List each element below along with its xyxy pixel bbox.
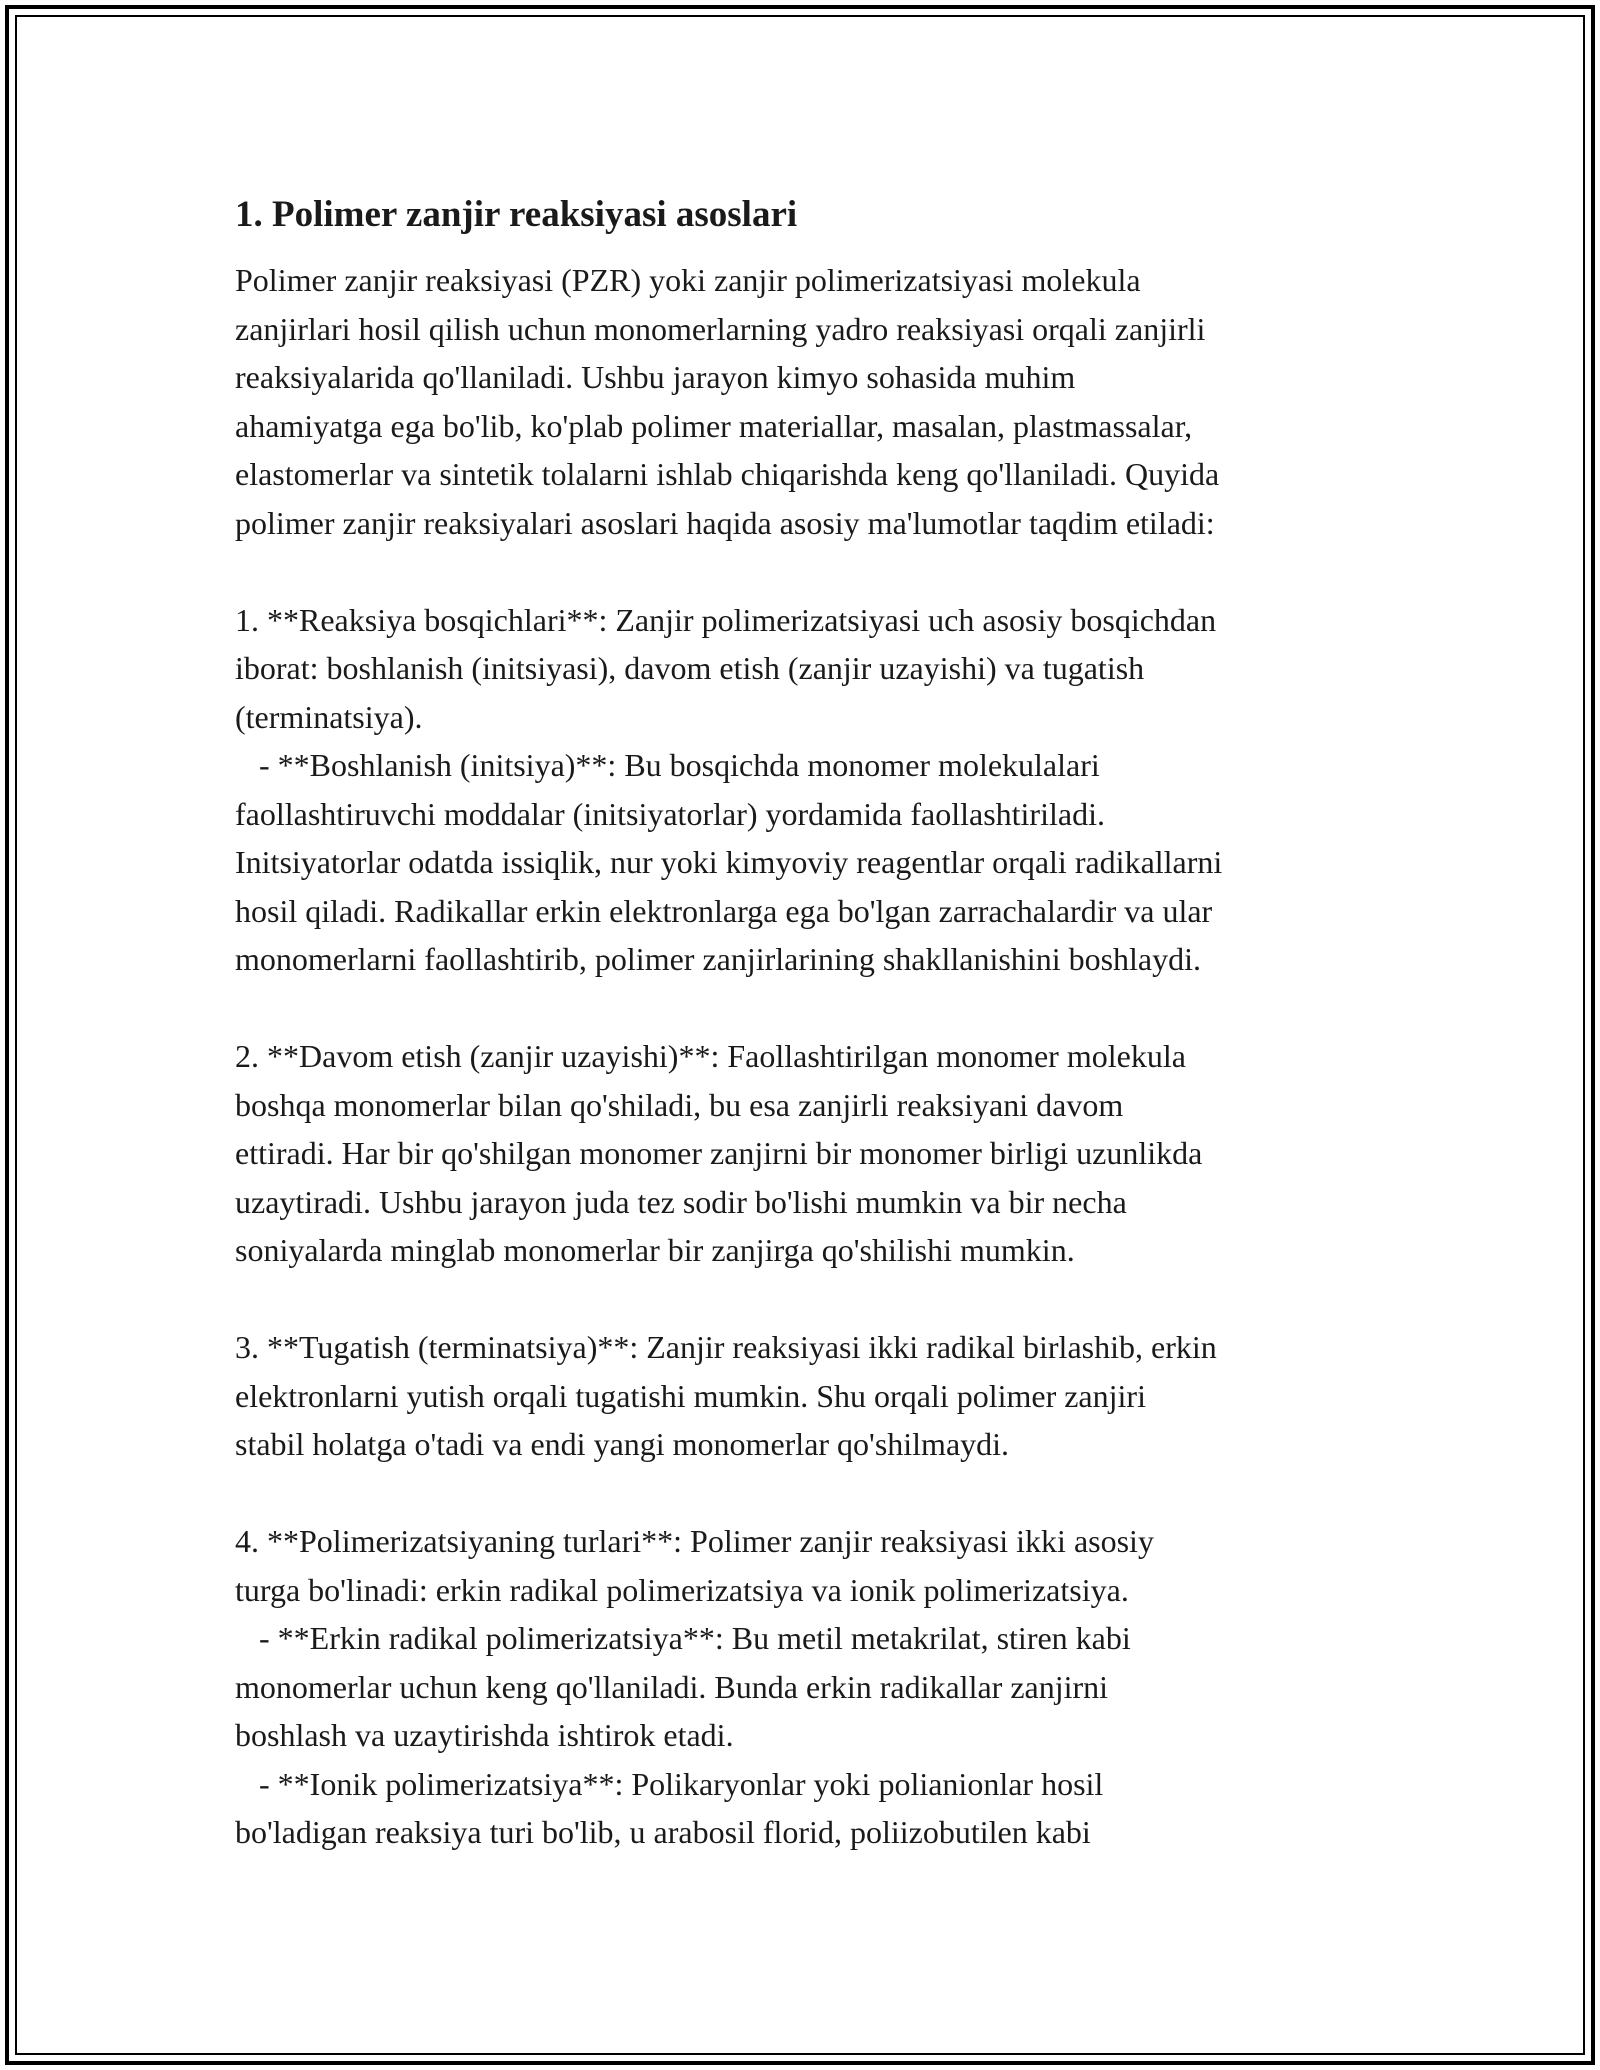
intro-paragraph [235,256,1395,547]
text-line: zanjirlari hosil qilish uchun monomerlarning yadro reaksiyasi orqali zanjirli [235,310,1206,347]
text-line: - **Ionik polimerizatsiya**: Polikaryonlar yoki polianionlar hosil [235,1765,1104,1802]
paragraph-gap [235,984,1395,1033]
text-line: (terminatsiya). [235,698,423,735]
text-line: 4. **Polimerizatsiyaning turlari**: Polimer zanjir reaksiyasi ikki asosiy [235,1523,1154,1559]
section-polymerization-types [235,1517,1395,1857]
text-line: boshqa monomerlar bilan qo'shiladi, bu esa zanjirli reaksiyani davom [235,1086,1124,1123]
text-line: elektronlarni yutish orqali tugatishi mumkin. Shu orqali polimer zanjiri [235,1377,1146,1414]
text-line: monomerlar uchun keng qo'llaniladi. Bunda erkin radikallar zanjirni [235,1668,1109,1705]
text-line: uzaytiradi. Ushbu jarayon juda tez sodir bo'lishi mumkin va bir necha [235,1183,1127,1220]
text-line: elastomerlar va sintetik tolalarni ishlab chiqarishda keng qo'llaniladi. Quyida [235,456,1220,492]
text-line: soniyalarda minglab monomerlar bir zanjirga qo'shilishi mumkin. [235,1232,1075,1268]
text-line: Initsiyatorlar odatda issiqlik, nur yoki kimyoviy reagentlar orqali radikallarni [235,844,1223,880]
text-line: polimer zanjir reaksiyalari asoslari haqida asosiy ma'lumotlar taqdim etiladi: [235,504,1215,541]
text-line: boshlash va uzaytirishda ishtirok etadi. [235,1717,734,1753]
section-propagation [235,1032,1395,1275]
text-line: 1. **Reaksiya bosqichlari**: Zanjir polimerizatsiyasi uch asosiy bosqichdan [235,601,1217,638]
text-line: faollashtiruvchi moddalar (initsiyatorlar) yordamida faollashtiriladi. [235,795,1105,832]
text-line: ettiradi. Har bir qo'shilgan monomer zanjirni bir monomer birligi uzunlikda [235,1135,1203,1171]
text-line: 2. **Davom etish (zanjir uzayishi)**: Faollashtirilgan monomer molekula [235,1038,1186,1074]
document-body [235,190,1395,1857]
text-line: reaksiyalarida qo'llaniladi. Ushbu jarayon kimyo sohasida muhim [235,359,1076,395]
text-line: turga bo'linadi: erkin radikal polimerizatsiya va ionik polimerizatsiya. [235,1571,1129,1608]
text-line: - **Boshlanish (initsiya)**: Bu bosqichda monomer molekulalari [235,747,1100,783]
paragraph-gap [235,547,1395,596]
text-line: stabil holatga o'tadi va endi yangi monomerlar qo'shilmaydi. [235,1426,1010,1462]
text-line: ahamiyatga ega bo'lib, ko'plab polimer materiallar, masalan, plastmassalar, [235,407,1193,444]
section-termination [235,1323,1395,1469]
paragraph-gap [235,1469,1395,1518]
text-line: Polimer zanjir reaksiyasi (PZR) yoki zanjir polimerizatsiyasi molekula [235,262,1141,298]
text-line: iborat: boshlanish (initsiyasi), davom etish (zanjir uzayishi) va tugatish [235,650,1145,686]
text-line: - **Erkin radikal polimerizatsiya**: Bu metil metakrilat, stiren kabi [235,1620,1131,1656]
text-line: hosil qiladi. Radikallar erkin elektronlarga ega bo'lgan zarrachalardir va ular [235,892,1213,929]
document-title: 1. Polimer zanjir reaksiyasi asoslari [235,194,798,235]
text-line: monomerlarni faollashtirib, polimer zanjirlarining shakllanishini boshlaydi. [235,941,1202,977]
paragraph-gap [235,1275,1395,1324]
text-line: bo'ladigan reaksiya turi bo'lib, u arabosil florid, poliizobutilen kabi [235,1814,1091,1850]
text-line: 3. **Tugatish (terminatsiya)**: Zanjir reaksiyasi ikki radikal birlashib, erkin [235,1329,1217,1365]
section-reaction-stages [235,596,1395,984]
